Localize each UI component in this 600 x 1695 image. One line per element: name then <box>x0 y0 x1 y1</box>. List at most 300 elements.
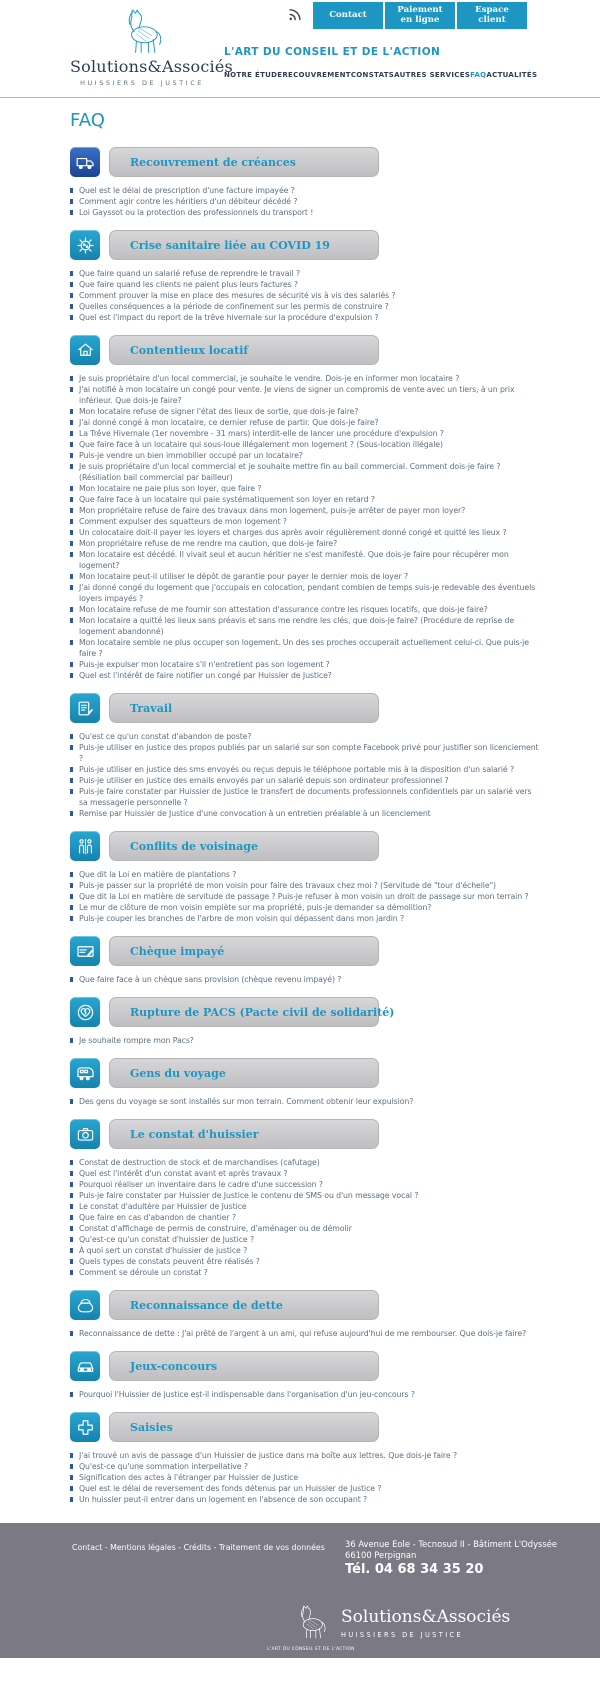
faq-question[interactable] <box>70 417 542 428</box>
question-text: Puis-je faire constater par Huissier de Justice le contenu de SMS ou d'un message vocal ? <box>79 1191 419 1200</box>
footer-brand-subtitle: HUISSIERS DE JUSTICE <box>341 1631 464 1639</box>
faq-question[interactable] <box>70 571 542 582</box>
question-text: Quel est le délai de reversement des fonds détenus par un Huissier de Justice ? <box>79 1484 382 1493</box>
question-text: Que dit la Loi en matière de plantations ? <box>79 870 237 879</box>
section-icon-tile <box>70 1058 100 1088</box>
section-icon-tile <box>70 147 100 177</box>
bullet-icon <box>70 618 73 624</box>
section-title: Conflits de voisinage <box>130 839 258 853</box>
bullet-icon <box>70 486 73 492</box>
question-list <box>70 974 542 985</box>
faq-question[interactable] <box>70 1267 542 1278</box>
faq-question[interactable] <box>70 279 542 290</box>
section-icon-tile <box>70 1290 100 1320</box>
camera-icon <box>76 1125 95 1144</box>
footer-phone: Tél. 04 68 34 35 20 <box>345 1562 484 1577</box>
section-icon-tile <box>70 1412 100 1442</box>
bullet-icon <box>70 607 73 613</box>
section-icon-tile <box>70 936 100 966</box>
caravan-icon <box>76 1064 95 1083</box>
section-icon-tile <box>70 230 100 260</box>
question-list <box>70 1450 542 1505</box>
brand-name: Solutions&Associés <box>70 57 233 76</box>
question-text: Quel est l'impact du report de la trêve hivernale sur la procédure d'expulsion ? <box>79 313 379 322</box>
faq-question[interactable] <box>70 1157 542 1168</box>
faq-question[interactable] <box>70 1179 542 1190</box>
faq-question[interactable] <box>70 615 542 637</box>
bullet-icon <box>70 315 73 321</box>
section-title: Saisies <box>130 1420 173 1434</box>
question-text: Mon locataire peut-il utiliser le dépôt de garantie pour payer le dernier mois de loyer ? <box>79 572 409 581</box>
purse-icon <box>76 1296 95 1315</box>
question-list <box>70 1096 542 1107</box>
bullet-icon <box>70 1497 73 1503</box>
section-title-bar <box>109 335 379 365</box>
bullet-icon <box>70 1270 73 1276</box>
faq-section <box>70 1412 542 1505</box>
faq-question[interactable] <box>70 808 542 819</box>
bullet-icon <box>70 293 73 299</box>
faq-question[interactable] <box>70 1212 542 1223</box>
footer-brand <box>267 1599 511 1652</box>
section-header <box>70 335 542 365</box>
bullet-icon <box>70 883 73 889</box>
question-text: Puis-je utiliser en justice des sms envoyés ou reçus depuis le téléphone portable mis à la disposition d'un salarié ? <box>79 765 515 774</box>
cheque-icon <box>76 942 95 961</box>
question-text: Quel est le délai de prescription d'une facture impayée ? <box>79 186 295 195</box>
bullet-icon <box>70 199 73 205</box>
section-header <box>70 1290 542 1320</box>
faq-question[interactable] <box>70 742 542 764</box>
section-header <box>70 936 542 966</box>
question-list <box>70 1328 542 1339</box>
question-list <box>70 268 542 323</box>
button-label: client <box>478 14 506 25</box>
faq-question[interactable] <box>70 516 542 527</box>
bullet-icon <box>70 745 73 751</box>
bullet-icon <box>70 1038 73 1044</box>
faq-question[interactable] <box>70 974 542 985</box>
header-buttons <box>313 2 527 29</box>
faq-section <box>70 693 542 819</box>
bullet-icon <box>70 789 73 795</box>
separator: - <box>175 1543 184 1552</box>
question-text: Que faire face à un locataire qui sous-loue illégalement mon logement ? (Sous-location illégale) <box>79 440 443 449</box>
brand-subtitle: HUISSIERS DE JUSTICE <box>80 79 204 87</box>
faq-question[interactable] <box>70 659 542 670</box>
faq-section <box>70 1119 542 1278</box>
nav-item-constats[interactable]: CONSTATS <box>350 71 395 79</box>
section-icon-tile <box>70 1351 100 1381</box>
bullet-icon <box>70 271 73 277</box>
question-text: Puis-je expulser mon locataire s'il n'entretient pas son logement ? <box>79 660 330 669</box>
faq-section <box>70 147 542 218</box>
nav-item-recouvrement[interactable]: RECOUVREMENT <box>282 71 351 79</box>
bullet-icon <box>70 640 73 646</box>
bullet-icon <box>70 1204 73 1210</box>
faq-question[interactable] <box>70 582 542 604</box>
faq-question[interactable] <box>70 207 542 218</box>
question-text: Puis-je faire constater par Huissier de Justice le transfert de documents professionnels confidentiels par un salarié vers sa messagerie personnelle ? <box>79 787 532 807</box>
footer-brand-tagline: L'ART DU CONSEIL ET DE L'ACTION <box>267 1647 355 1652</box>
faq-question[interactable] <box>70 786 542 808</box>
section-header <box>70 147 542 177</box>
horse-logo-icon <box>290 1599 332 1643</box>
nav-item-autres-services[interactable]: AUTRES SERVICES <box>394 71 471 79</box>
faq-question[interactable] <box>70 764 542 775</box>
question-text: J'ai donné congé du logement que j'occupais en colocation, pendant combien de temps suis-je redevable des éventuels loyers impayés ? <box>79 583 536 603</box>
section-title: Jeux-concours <box>130 1359 218 1373</box>
question-text: Constat d'affichage de permis de construire, d'aménager ou de démolir <box>79 1224 352 1233</box>
bullet-icon <box>70 420 73 426</box>
virus-icon <box>76 236 95 255</box>
section-title: Travail <box>130 701 173 715</box>
faq-question[interactable] <box>70 731 542 742</box>
espace-client-button[interactable] <box>457 2 527 29</box>
bullet-icon <box>70 1453 73 1459</box>
faq-question[interactable] <box>70 301 542 312</box>
rss-icon[interactable] <box>287 7 302 22</box>
section-title: Gens du voyage <box>130 1066 226 1080</box>
faq-section <box>70 1058 542 1107</box>
question-list <box>70 731 542 819</box>
bullet-icon <box>70 767 73 773</box>
faq-section <box>70 936 542 985</box>
faq-question[interactable] <box>70 1168 542 1179</box>
faq-question[interactable] <box>70 1483 542 1494</box>
bullet-icon <box>70 872 73 878</box>
bullet-icon <box>70 1215 73 1221</box>
section-header <box>70 1058 542 1088</box>
bullet-icon <box>70 1226 73 1232</box>
separator: - <box>211 1543 219 1552</box>
bullet-icon <box>70 409 73 415</box>
bullet-icon <box>70 530 73 536</box>
bullet-icon <box>70 1160 73 1166</box>
faq-question[interactable] <box>70 1201 542 1212</box>
contact-button[interactable] <box>313 2 383 29</box>
footer-link-mentions-l-gales[interactable]: Mentions légales <box>110 1543 176 1552</box>
main-content <box>0 98 600 1505</box>
question-text: Comment agir contre les héritiers d'un débiteur décédé ? <box>79 197 298 206</box>
faq-question[interactable] <box>70 637 542 659</box>
faq-question[interactable] <box>70 373 542 384</box>
bullet-icon <box>70 673 73 679</box>
question-text: Mon locataire a quitté les lieux sans préavis et sans me rendre les clés, que dois-je faire? (Procédure de reprise de logement abandonné) <box>79 616 515 636</box>
question-text: J'ai donné congé à mon locataire, ce dernier refuse de partir. Que dois-je faire? <box>79 418 379 427</box>
site-header <box>0 0 600 98</box>
faq-question[interactable] <box>70 869 542 880</box>
question-list <box>70 373 542 681</box>
section-title: Chèque impayé <box>130 944 225 958</box>
faq-section <box>70 1351 542 1400</box>
bullet-icon <box>70 464 73 470</box>
faq-question[interactable] <box>70 268 542 279</box>
question-text: Qu'est-ce qu'un constat d'huissier de Justice ? <box>79 1235 255 1244</box>
section-title-bar <box>109 1290 379 1320</box>
faq-question[interactable] <box>70 1256 542 1267</box>
faq-question[interactable] <box>70 461 542 483</box>
nav-item-actualit-s[interactable]: ACTUALITÉS <box>486 71 538 79</box>
faq-question[interactable] <box>70 196 542 207</box>
section-title-bar <box>109 1412 379 1442</box>
bullet-icon <box>70 1259 73 1265</box>
question-text: J'ai notifié à mon locataire un congé pour vente. Je viens de signer un compromis de vente avec un tiers, à un prix inférieur. Que dois-je faire? <box>79 385 515 405</box>
bullet-icon <box>70 1182 73 1188</box>
question-text: Quel est l'intérêt d'un constat avant et après travaux ? <box>79 1169 288 1178</box>
section-title-bar <box>109 1351 379 1381</box>
button-label: Paiement <box>397 4 443 15</box>
question-text: Mon locataire semble ne plus occuper son logement. Un des ses proches occuperait actuellement celui-ci. Que puis-je faire ? <box>79 638 529 658</box>
bullet-icon <box>70 304 73 310</box>
question-text: Que faire face à un chèque sans provision (chèque revenu impayé) ? <box>79 975 342 984</box>
faq-question[interactable] <box>70 604 542 615</box>
bullet-icon <box>70 552 73 558</box>
faq-section <box>70 230 542 323</box>
question-text: Comment prouver la mise en place des mesures de sécurité vis à vis des salariés ? <box>79 291 396 300</box>
question-text: Le constat d'adultère par Huissier de Justice <box>79 1202 247 1211</box>
site-footer <box>0 1523 600 1658</box>
section-title: Contentieux locatif <box>130 343 249 357</box>
faq-question[interactable] <box>70 538 542 549</box>
faq-section <box>70 1290 542 1339</box>
question-text: Quel est l'intérêt de faire notifier un congé par Huissier de Justice? <box>79 671 332 680</box>
section-title: Rupture de PACS (Pacte civil de solidarité) <box>130 1005 395 1019</box>
faq-question[interactable] <box>70 891 542 902</box>
faq-question[interactable] <box>70 1494 542 1505</box>
page-title: FAQ <box>70 110 105 131</box>
question-text: Que faire en cas d'abandon de chantier ? <box>79 1213 236 1222</box>
document-icon <box>76 699 95 718</box>
faq-question[interactable] <box>70 1234 542 1245</box>
bullet-icon <box>70 1248 73 1254</box>
question-text: Loi Gayssot ou la protection des professionnels du transport ! <box>79 208 314 217</box>
faq-question[interactable] <box>70 1190 542 1201</box>
bullet-icon <box>70 778 73 784</box>
truck-icon <box>76 153 95 172</box>
question-text: Signification des actes à l'étranger par Huissier de Justice <box>79 1473 299 1482</box>
question-text: Mon propriétaire refuse de faire des travaux dans mon logement, puis-je arrêter de payer mon loyer? <box>79 506 466 515</box>
question-text: Que dit la Loi en matière de servitude de passage ? Puis-je refuser à mon voisin un droit de passage sur mon terrain ? <box>79 892 529 901</box>
question-text: Puis-je utiliser en justice des propos publiés par un salarié sur son compte Facebook privé pour justifier son licenciement ? <box>79 743 539 763</box>
section-icon-tile <box>70 997 100 1027</box>
bullet-icon <box>70 497 73 503</box>
bullet-icon <box>70 1464 73 1470</box>
section-icon-tile <box>70 831 100 861</box>
question-text: À quoi sert un constat d'huissier de justice ? <box>79 1246 248 1255</box>
footer-address <box>345 1539 557 1575</box>
faq-question[interactable] <box>70 1035 542 1046</box>
broken-heart-icon <box>76 1003 95 1022</box>
question-text: Que faire quand un salarié refuse de reprendre le travail ? <box>79 269 300 278</box>
faq-question[interactable] <box>70 185 542 196</box>
section-title: Le constat d'huissier <box>130 1127 259 1141</box>
car-icon <box>76 1357 95 1376</box>
question-list <box>70 869 542 924</box>
bullet-icon <box>70 541 73 547</box>
bullet-icon <box>70 1331 73 1337</box>
section-icon-tile <box>70 335 100 365</box>
question-list <box>70 185 542 218</box>
section-title-bar <box>109 831 379 861</box>
address-line: 66100 Perpignan <box>345 1550 417 1560</box>
bullet-icon <box>70 894 73 900</box>
question-text: Le mur de clôture de mon voisin empiète sur ma propriété, puis-je demander sa démolition? <box>79 903 432 912</box>
question-list <box>70 1035 542 1046</box>
faq-question[interactable] <box>70 406 542 417</box>
faq-section <box>70 335 542 681</box>
bullet-icon <box>70 210 73 216</box>
bullet-icon <box>70 574 73 580</box>
question-list <box>70 1157 542 1278</box>
question-text: Je souhaite rompre mon Pacs? <box>79 1036 194 1045</box>
question-text: Quels types de constats peuvent être réalisés ? <box>79 1257 260 1266</box>
bullet-icon <box>70 519 73 525</box>
faq-question[interactable] <box>70 913 542 924</box>
footer-link-traitement-de-vos-donn-es[interactable]: Traitement de vos données <box>218 1543 325 1552</box>
faq-question[interactable] <box>70 670 542 681</box>
faq-question[interactable] <box>70 428 542 439</box>
question-list <box>70 1389 542 1400</box>
section-title: Crise sanitaire liée au COVID 19 <box>130 238 330 252</box>
bullet-icon <box>70 1237 73 1243</box>
bullet-icon <box>70 734 73 740</box>
bullet-icon <box>70 282 73 288</box>
faq-question[interactable] <box>70 290 542 301</box>
bullet-icon <box>70 1475 73 1481</box>
button-label: en ligne <box>400 14 440 25</box>
section-title-bar <box>109 1058 379 1088</box>
faq-question[interactable] <box>70 439 542 450</box>
section-title-bar <box>109 1119 379 1149</box>
separator: - <box>102 1543 111 1552</box>
button-label: Espace <box>475 4 509 15</box>
faq-sections <box>70 147 542 1505</box>
section-header <box>70 693 542 723</box>
faq-question[interactable] <box>70 1328 542 1339</box>
bullet-icon <box>70 811 73 817</box>
faq-question[interactable] <box>70 505 542 516</box>
faq-section <box>70 997 542 1046</box>
bullet-icon <box>70 1392 73 1398</box>
section-title: Recouvrement de créances <box>130 155 296 169</box>
faq-question[interactable] <box>70 902 542 913</box>
question-text: Mon locataire est décédé. Il vivait seul et aucun héritier ne s'est manifesté. Que dois-je faire pour récupérer mon logement? <box>79 550 509 570</box>
question-text: Un huissier peut-il entrer dans un logement en l'absence de son occupant ? <box>79 1495 368 1504</box>
question-text: Puis-je utiliser en justice des emails envoyés par un salarié depuis son ordinateur professionnel ? <box>79 776 449 785</box>
question-text: Mon propriétaire refuse de me rendre ma caution, que dois-je faire? <box>79 539 338 548</box>
question-text: Constat de destruction de stock et de marchandises (cafutage) <box>79 1158 320 1167</box>
house-icon <box>76 341 95 360</box>
button-label: Contact <box>329 9 367 20</box>
footer-link-cr-dits[interactable]: Crédits <box>183 1543 212 1552</box>
question-text: Un colocataire doit-il payer les loyers et charges dus après avoir régulièrement donné congé et quitté les lieux ? <box>79 528 507 537</box>
faq-question[interactable] <box>70 494 542 505</box>
faq-question[interactable] <box>70 549 542 571</box>
question-text: Je suis propriétaire d'un local commercial et je souhaite mettre fin au bail commercial. Comment dois-je faire ? (Résiliation bail commercial par bailleur) <box>79 462 501 482</box>
footer-link-contact[interactable]: Contact <box>72 1543 103 1552</box>
bullet-icon <box>70 585 73 591</box>
faq-question[interactable] <box>70 775 542 786</box>
question-text: Pourquoi l'Huissier de justice est-il indispensable dans l'organisation d'un jeu-concours ? <box>79 1390 415 1399</box>
faq-question[interactable] <box>70 483 542 494</box>
faq-question[interactable] <box>70 1389 542 1400</box>
people-icon <box>76 837 95 856</box>
main-nav <box>224 71 538 79</box>
question-text: Qu'est ce qu'un constat d'abandon de poste? <box>79 732 252 741</box>
question-text: Puis-je couper les branches de l'arbre de mon voisin qui dépassent dans mon jardin ? <box>79 914 405 923</box>
section-title-bar <box>109 693 379 723</box>
faq-question[interactable] <box>70 312 542 323</box>
nav-item-notre-tude[interactable]: NOTRE ÉTUDE <box>224 71 283 79</box>
faq-question[interactable] <box>70 1450 542 1461</box>
bullet-icon <box>70 1193 73 1199</box>
section-header <box>70 230 542 260</box>
section-header <box>70 997 542 1027</box>
bullet-icon <box>70 387 73 393</box>
question-text: La Trêve Hivernale (1er novembre - 31 mars) interdit-elle de lancer une procédure d'expulsion ? <box>79 429 444 438</box>
paiement-en-ligne-button[interactable] <box>385 2 455 29</box>
faq-question[interactable] <box>70 1096 542 1107</box>
logo[interactable] <box>70 4 233 87</box>
section-header <box>70 1351 542 1381</box>
question-text: Mon locataire ne paie plus son loyer, que faire ? <box>79 484 262 493</box>
section-title: Reconnaissance de dette <box>130 1298 283 1312</box>
question-text: Mon locataire refuse de signer l'état des lieux de sortie, que dois-je faire? <box>79 407 359 416</box>
faq-question[interactable] <box>70 1245 542 1256</box>
faq-question[interactable] <box>70 450 542 461</box>
tagline: L'ART DU CONSEIL ET DE L'ACTION <box>224 46 441 58</box>
faq-question[interactable] <box>70 384 542 406</box>
question-text: Remise par Huissier de Justice d'une convocation à un entretien préalable à un licenciement <box>79 809 431 818</box>
bullet-icon <box>70 977 73 983</box>
question-text: J'ai trouvé un avis de passage d'un Huissier de justice dans ma boîte aux lettres. Que dois-je faire ? <box>79 1451 457 1460</box>
question-text: Puis-je vendre un bien immobilier occupé par un locataire? <box>79 451 303 460</box>
section-title-bar <box>109 230 379 260</box>
question-text: Des gens du voyage se sont installés sur mon terrain. Comment obtenir leur expulsion? <box>79 1097 414 1106</box>
cross-icon <box>76 1418 95 1437</box>
footer-brand-name: Solutions&Associés <box>341 1607 511 1627</box>
question-text: Puis-je passer sur la propriété de mon voisin pour faire des travaux chez moi ? (Servitude de "tour d'échelle") <box>79 881 496 890</box>
question-text: Pourquoi réaliser un inventaire dans le cadre d'une succession ? <box>79 1180 323 1189</box>
bullet-icon <box>70 453 73 459</box>
bullet-icon <box>70 188 73 194</box>
question-text: Que faire face à un locataire qui paie systématiquement son loyer en retard ? <box>79 495 375 504</box>
address-line: 36 Avenue Eole - Tecnosud II - Bâtiment L'Odyssée <box>345 1539 558 1549</box>
faq-question[interactable] <box>70 527 542 538</box>
question-text: Que faire quand les clients ne paient plus leurs factures ? <box>79 280 298 289</box>
question-text: Comment expulser des squatteurs de mon logement ? <box>79 517 287 526</box>
nav-item-faq[interactable]: FAQ <box>470 71 487 79</box>
section-title-bar <box>109 936 379 966</box>
bullet-icon <box>70 1486 73 1492</box>
question-text: Je suis propriétaire d'un local commercial, je souhaite le vendre. Dois-je en informer mon locataire ? <box>79 374 460 383</box>
question-text: Comment se déroule un constat ? <box>79 1268 208 1277</box>
bullet-icon <box>70 1099 73 1105</box>
faq-question[interactable] <box>70 1472 542 1483</box>
faq-question[interactable] <box>70 1461 542 1472</box>
faq-question[interactable] <box>70 880 542 891</box>
bullet-icon <box>70 916 73 922</box>
bullet-icon <box>70 508 73 514</box>
footer-links <box>72 1543 325 1552</box>
bullet-icon <box>70 662 73 668</box>
section-icon-tile <box>70 693 100 723</box>
faq-question[interactable] <box>70 1223 542 1234</box>
section-header <box>70 831 542 861</box>
bullet-icon <box>70 431 73 437</box>
section-title-bar <box>109 997 395 1027</box>
